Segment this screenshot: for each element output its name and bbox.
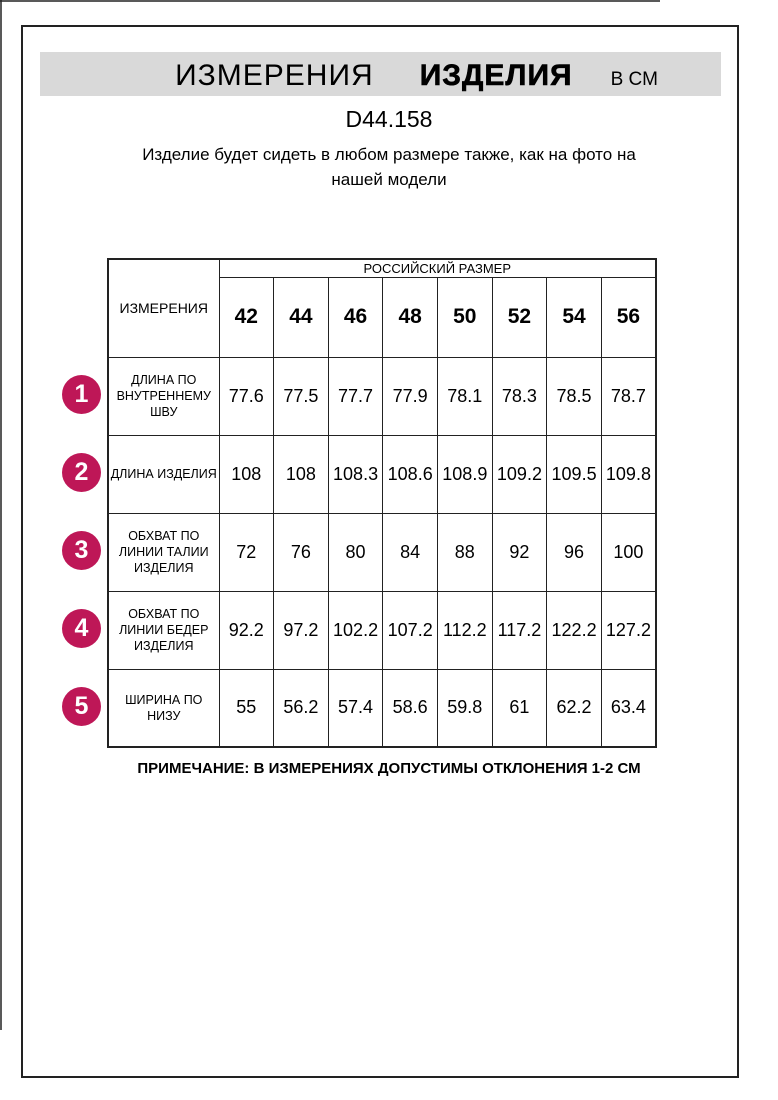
size-header-52: 52: [492, 277, 547, 357]
title-product: ИЗДЕЛИЯ: [419, 59, 573, 92]
title-bar: [40, 52, 721, 96]
measurement-value: 62.2: [547, 669, 602, 747]
size-header-56: 56: [601, 277, 656, 357]
fit-description: Изделие будет сидеть в любом размере также, как на фото на нашей модели: [142, 145, 636, 189]
measurement-value: 80: [328, 513, 383, 591]
table-row-waist-girth: [108, 513, 656, 591]
row-number-badge-1: 1: [62, 375, 101, 414]
size-header-42: 42: [219, 277, 274, 357]
measurement-value: 58.6: [383, 669, 438, 747]
measurement-value: 76: [274, 513, 329, 591]
measurement-value: 77.7: [328, 357, 383, 435]
measurement-label: ДЛИНА ИЗДЕЛИЯ: [108, 435, 219, 513]
row-number-badge-4: 4: [62, 609, 101, 648]
measurement-value: 108: [219, 435, 274, 513]
measurement-label: ДЛИНА ПО ВНУТРЕННЕМУ ШВУ: [108, 357, 219, 435]
measurement-value: 100: [601, 513, 656, 591]
table-row-inseam-length: [108, 357, 656, 435]
measurement-value: 61: [492, 669, 547, 747]
title-measurements: ИЗМЕРЕНИЯ: [175, 59, 374, 92]
product-code: D44.158: [345, 106, 433, 132]
scan-artifact-top-line: [0, 0, 660, 2]
size-header-50: 50: [438, 277, 493, 357]
measurement-value: 78.7: [601, 357, 656, 435]
measurement-value: 108.3: [328, 435, 383, 513]
measurement-value: 78.3: [492, 357, 547, 435]
row-number-badge-3: 3: [62, 531, 101, 570]
measurement-value: 72: [219, 513, 274, 591]
measurement-value: 77.9: [383, 357, 438, 435]
measurement-value: 109.8: [601, 435, 656, 513]
table-row-bottom-width: [108, 669, 656, 747]
table-row-hip-girth: [108, 591, 656, 669]
measurement-value: 109.2: [492, 435, 547, 513]
size-header-54: 54: [547, 277, 602, 357]
size-header-44: 44: [274, 277, 329, 357]
measurement-value: 63.4: [601, 669, 656, 747]
measurement-value: 109.5: [547, 435, 602, 513]
measurement-value: 59.8: [438, 669, 493, 747]
size-table: [107, 258, 657, 748]
measurement-value: 127.2: [601, 591, 656, 669]
measurement-value: 102.2: [328, 591, 383, 669]
measurement-value: 112.2: [438, 591, 493, 669]
measurement-value: 88: [438, 513, 493, 591]
measurement-value: 96: [547, 513, 602, 591]
measurement-value: 55: [219, 669, 274, 747]
tolerance-note: ПРИМЕЧАНИЕ: В ИЗМЕРЕНИЯХ ДОПУСТИМЫ ОТКЛОНЕНИЯ 1-2 СМ: [137, 760, 641, 777]
measurement-label: ОБХВАТ ПО ЛИНИИ ТАЛИИ ИЗДЕЛИЯ: [108, 513, 219, 591]
measurement-value: 92: [492, 513, 547, 591]
scan-artifact-left-line: [0, 0, 2, 1030]
measurements-column-header: ИЗМЕРЕНИЯ: [108, 259, 219, 357]
measurement-value: 78.1: [438, 357, 493, 435]
measurement-value: 97.2: [274, 591, 329, 669]
measurement-value: 122.2: [547, 591, 602, 669]
measurement-value: 78.5: [547, 357, 602, 435]
measurement-value: 117.2: [492, 591, 547, 669]
size-header-46: 46: [328, 277, 383, 357]
measurement-value: 57.4: [328, 669, 383, 747]
title-units: В СМ: [610, 69, 658, 90]
measurement-value: 108.9: [438, 435, 493, 513]
measurement-label: ОБХВАТ ПО ЛИНИИ БЕДЕР ИЗДЕЛИЯ: [108, 591, 219, 669]
row-number-badge-2: 2: [62, 453, 101, 492]
russian-size-header: РОССИЙСКИЙ РАЗМЕР: [219, 259, 656, 277]
measurement-label: ШИРИНА ПО НИЗУ: [108, 669, 219, 747]
measurement-value: 84: [383, 513, 438, 591]
measurement-value: 77.6: [219, 357, 274, 435]
row-number-badge-5: 5: [62, 687, 101, 726]
measurement-value: 92.2: [219, 591, 274, 669]
size-header-48: 48: [383, 277, 438, 357]
measurement-value: 77.5: [274, 357, 329, 435]
measurement-value: 56.2: [274, 669, 329, 747]
measurement-value: 107.2: [383, 591, 438, 669]
measurement-value: 108: [274, 435, 329, 513]
measurement-value: 108.6: [383, 435, 438, 513]
table-row-item-length: [108, 435, 656, 513]
table-row-group-header: [108, 259, 656, 277]
